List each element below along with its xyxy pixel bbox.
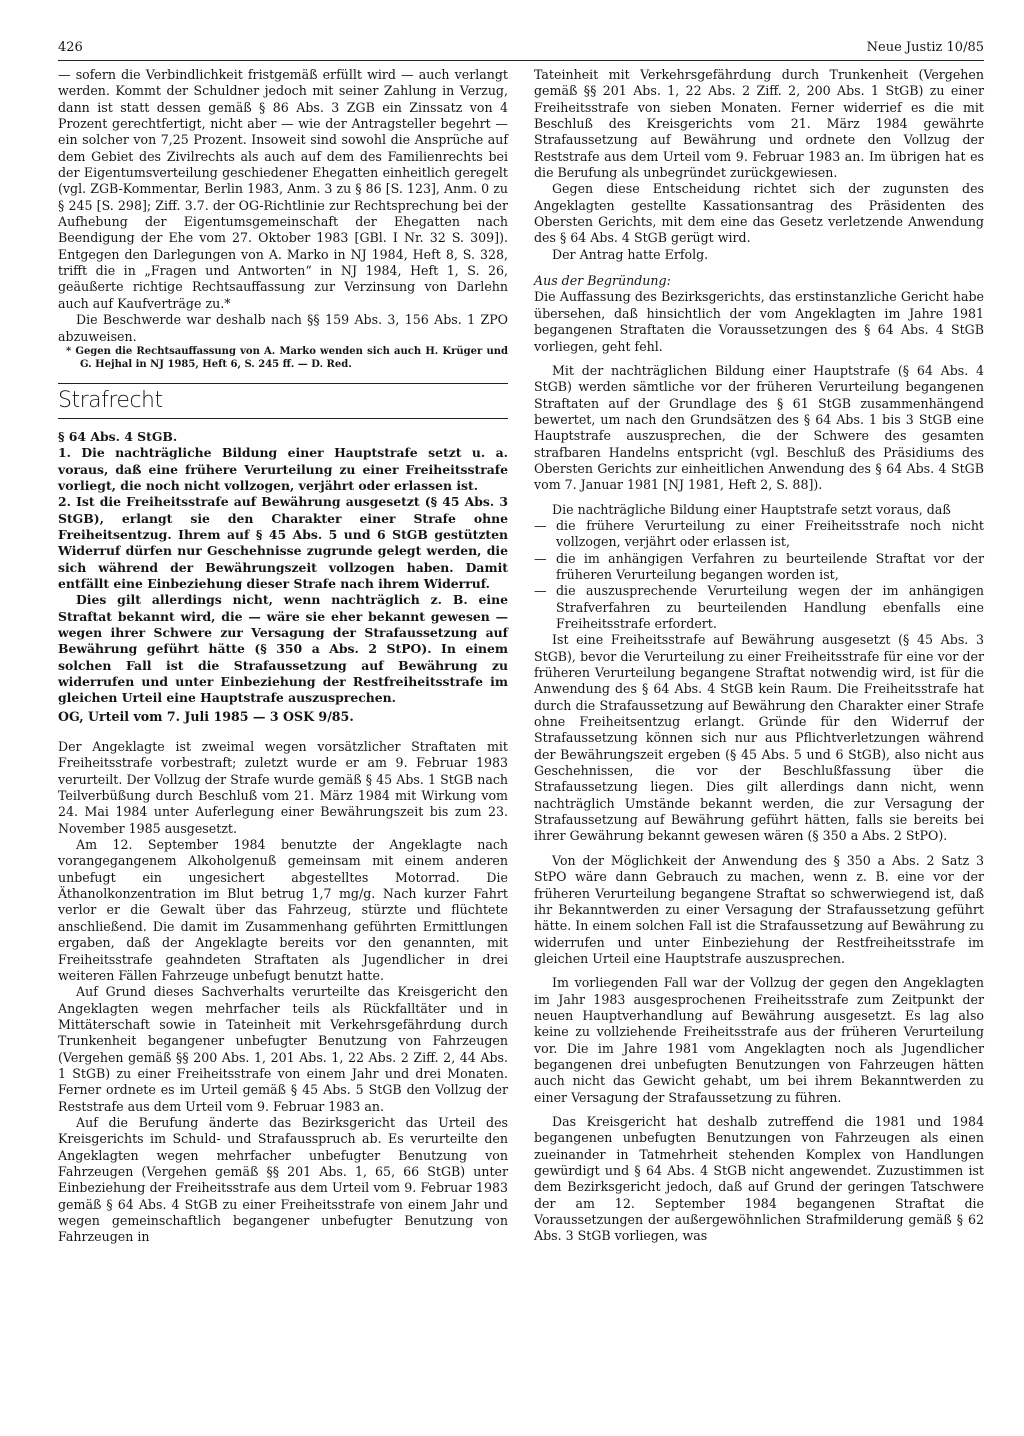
page-number: 426 <box>58 40 83 55</box>
paragraph: Gegen diese Entscheidung richtet sich der zugunsten des Angeklagten gestellte Kassationsantrag des Präsidenten des Obersten Gerichts, mit dem eine das Gesetz verletzende Anwendung des § 64 Abs. 4 StGB gerügt wird. <box>534 181 984 246</box>
paragraph: Am 12. September 1984 benutzte der Angeklagte nach vorangegangenem Alkoholgenuß gemeinsam mit einem anderen unbefugt ein ungesichert abgestelltes Motorrad. Die Äthanolkonzentration im Blut betrug 1,7 mg/g. Nach kurzer Fahrt verlor er die Gewalt über das Fahrzeug, stürzte und flüchtete anschließend. Die damit im Zusammenhang geführten Ermittlungen ergaben, daß der Angeklagte bereits vor den genannten, mit Freiheitsstrafe geahndeten Straftaten als Jugendlicher in drei weiteren Fällen Fahrzeuge unbefugt benutzt hatte. <box>58 837 508 983</box>
paragraph: Das Kreisgericht hat deshalb zutreffend die 1981 und 1984 begangenen unbefugten Benutzungen von Fahrzeugen als einen zueinander in Tatmehrheit stehenden Komplex von Handlungen gewürdigt und § 64 Abs. 4 StGB nicht angewendet. Zuzustimmen ist dem Bezirksgericht jedoch, daß auf Grund der geringen Tatschwere der am 12. September 1984 begangenen Straftat die Voraussetzungen der außergewöhnlichen Strafmilderung gemäß § 62 Abs. 3 StGB vorliegen, was <box>534 1113 984 1244</box>
norm-reference: § 64 Abs. 4 StGB. <box>58 428 178 444</box>
paragraph: Von der Möglichkeit der Anwendung des § 350 a Abs. 2 Satz 3 StPO wäre dann Gebrauch zu machen, wenn z. B. eine vor der früheren Verurteilung begangene Straftat so schwerwiegend ist, daß ihr Bekanntwerden zu einer Versagung der Strafaussetzung geführt hätte. In einem solchen Fall ist die Strafaussetzung auf Bewährung zu widerrufen und unter Einbeziehung der Restfreiheitsstrafe im gleichen Urteil eine Hauptstrafe auszusprechen. <box>534 852 984 966</box>
section-rule-bottom <box>58 418 508 419</box>
paragraph: Mit der nachträglichen Bildung einer Hauptstrafe (§ 64 Abs. 4 StGB) werden sämtliche vor der früheren Verurteilung begangenen Straftaten auf der Grundlage des § 61 StGB zusammenhängend bewertet, um nach den Grundsätzen des § 64 Abs. 1 bis 3 StGB eine Hauptstrafe auszusprechen, die der Schwere des gesamten strafbaren Handelns entspricht (vgl. Beschluß des Präsidiums des Obersten Gerichts zur einheitlichen Anwendung des § 64 Abs. 4 StGB vom 7. Januar 1981 [NJ 1981, Heft 2, S. 88]). <box>534 362 984 493</box>
paragraph: Die Auffassung des Bezirksgerichts, das erstinstanzliche Gericht habe übersehen, daß hinsichtlich der vom Angeklagten im Jahre 1981 begangenen Straftaten die Voraussetzungen des § 64 Abs. 4 StGB vorliegen, geht fehl. <box>534 289 984 354</box>
right-column <box>534 67 984 1246</box>
paragraph: Der Angeklagte ist zweimal wegen vorsätzlicher Straftaten mit Freiheitsstrafe vorbestraft; zuletzt wurde er am 9. Februar 1983 verurteilt. Der Vollzug der Strafe wurde gemäß § 45 Abs. 1 StGB nach Teilverbüßung durch Beschluß vom 21. März 1984 mit Wirkung vom 24. Mai 1984 unter Auferlegung einer Bewährungszeit bis zum 23. November 1985 ausgesetzt. <box>58 739 508 836</box>
headnote: Dies gilt allerdings nicht, wenn nachträglich z. B. eine Straftat bekannt wird, die — wäre sie eher bekannt gewesen — wegen ihrer Schwere zur Versagung der Strafaussetzung auf Bewährung geführt hätte (§ 350 a Abs. 2 StPO). In einem solchen Fall ist die Strafaussetzung auf Bewährung zu widerrufen und unter Einbeziehung der Restfreiheitsstrafe im gleichen Urteil eine Hauptstrafe auszusprechen. <box>58 592 508 706</box>
paragraph: Ist eine Freiheitsstrafe auf Bewährung ausgesetzt (§ 45 Abs. 3 StGB), bevor die Verurteilung zu einer Freiheitsstrafe für eine vor der früheren Verurteilung begangene Straftat notwendig wird, ist für die Anwendung des § 64 Abs. 4 StGB kein Raum. Die Freiheitsstrafe hat durch die Strafaussetzung auf Bewährung den Charakter einer Strafe ohne Freiheitsentzug erlangt. Gründe für den Widerruf der Strafaussetzung können sich nur aus Pflichtverletzungen während der Bewährungszeit ergeben (§ 45 Abs. 5 und 6 StGB), also nicht aus Geschehnissen, die vor der Beschlußfassung über die Strafaussetzung liegen. Dies gilt allerdings dann nicht, wenn nachträglich Umstände bekannt werden, die zur Versagung der Strafaussetzung auf Bewährung geführt hätten, falls sie bereits bei ihrer Gewährung bekannt gewesen wären (§ 350 a Abs. 2 StPO). <box>534 632 984 844</box>
journal-issue: Neue Justiz 10/85 <box>866 40 984 55</box>
paragraph: Auf Grund dieses Sachverhalts verurteilte das Kreisgericht den Angeklagten wegen mehrfacher teils als Rückfalltäter und in Mittäterschaft sowie in Tateinheit mit Verkehrsgefährdung durch Trunkenheit begangener unbefugter Benutzung von Fahrzeugen (Vergehen gemäß §§ 200 Abs. 1, 201 Abs. 1, 22 Abs. 2 Ziff. 2, 44 Abs. 1 StGB) zu einer Freiheitsstrafe von einem Jahr und drei Monaten. Ferner ordnete es im Urteil gemäß § 45 Abs. 5 StGB den Vollzug der Reststrafe aus dem Urteil vom 9. Februar 1983 an. <box>58 984 508 1114</box>
paragraph: Die Beschwerde war deshalb nach §§ 159 Abs. 3, 156 Abs. 1 ZPO abzuweisen. <box>58 312 508 344</box>
reasons-heading: Aus der Begründung: <box>534 273 671 289</box>
court-citation: OG, Urteil vom 7. Juli 1985 — 3 OSK 9/85. <box>58 708 354 724</box>
list-item: — die frühere Verurteilung zu einer Freiheitsstrafe noch nicht vollzogen, verjährt oder erlassen ist, <box>534 518 984 551</box>
paragraph: Im vorliegenden Fall war der Vollzug der gegen den Angeklagten im Jahr 1983 ausgesprochenen Freiheitsstrafe zum Zeitpunkt der neuen Hauptverhandlung auf Bewährung ausgesetzt. Es lag also keine zu vollziehende Freiheitsstrafe aus der früheren Verurteilung vor. Die im Jahre 1981 vom Angeklagten noch als Jugendlicher begangenen drei unbefugten Benutzungen von Fahrzeugen hätten auch nicht das Gewicht gehabt, um bei ihrem Bekanntwerden zu einer Versagung der Strafaussetzung zu führen. <box>534 975 984 1105</box>
paragraph: Der Antrag hatte Erfolg. <box>552 246 709 262</box>
running-head <box>58 40 984 61</box>
headnote: 2. Ist die Freiheitsstrafe auf Bewährung ausgesetzt (§ 45 Abs. 3 StGB), erlangt sie den Charakter einer Strafe ohne Freiheitsentzug. Ihrem auf § 45 Abs. 5 und 6 StGB gestützten Widerruf dürfen nur Geschehnisse zugrunde gelegt werden, die sich während der Bewährungszeit vollzogen haben. Damit entfällt eine Einbeziehung dieser Strafe nach ihrem Widerruf. <box>58 494 508 591</box>
section-rule-top <box>58 383 508 384</box>
section-title: Strafrecht <box>58 387 163 413</box>
paragraph: Auf die Berufung änderte das Bezirksgericht das Urteil des Kreisgerichts im Schuld- und Strafausspruch ab. Es verurteilte den Angeklagten wegen mehrfacher unbefugter Benutzung von Fahrzeugen (Vergehen gemäß §§ 201 Abs. 1, 65, 66 StGB) unter Einbeziehung der Freiheitsstrafe aus dem Urteil vom 9. Februar 1983 gemäß § 64 Abs. 4 StGB zu einer Freiheitsstrafe von einem Jahr und wegen gemeinschaftlich begangener unbefugter Benutzung von Fahrzeugen in <box>58 1114 508 1245</box>
columns <box>58 67 984 1246</box>
footnote: * Gegen die Rechtsauffassung von A. Marko wenden sich auch H. Krüger und G. Hejhal in NJ 1985, Heft 6, S. 245 ff. — D. Red. <box>66 345 508 370</box>
paragraph: Die nachträgliche Bildung einer Hauptstrafe setzt voraus, daß <box>552 501 951 517</box>
left-column <box>58 67 508 1246</box>
paragraph: Tateinheit mit Verkehrsgefährdung durch Trunkenheit (Vergehen gemäß §§ 201 Abs. 1, 22 Abs. 2 Ziff. 2, 200 Abs. 1 StGB) zu einer Freiheitsstrafe von sieben Monaten. Ferner widerrief es die mit Beschluß des Kreisgerichts vom 21. März 1984 gewährte Strafaussetzung auf Bewährung und ordnete den Vollzug der Reststrafe aus dem Urteil vom 9. Februar 1983 an. Im übrigen hat es die Berufung als unbegründet zurückgewiesen. <box>534 67 984 181</box>
list-item: — die auszusprechende Verurteilung wegen der im anhängigen Strafverfahren zu beurteilenden Handlung ebenfalls eine Freiheitsstrafe erfordert. <box>534 583 984 632</box>
paragraph: — sofern die Verbindlichkeit fristgemäß erfüllt wird — auch verlangt werden. Kommt der Schuldner jedoch mit seiner Zahlung in Verzug, dann ist statt dessen gemäß § 86 Abs. 3 ZGB ein Zinssatz von 4 Prozent gerechtfertigt, nicht aber — wie der Antragsteller begehrt — ein solcher von 7,25 Prozent. Insoweit sind sowohl die Ansprüche auf dem Gebiet des Zivilrechts als auch auf dem des Familienrechts bei der Eigentumsverteilung geschiedener Ehegatten einheitlich geregelt (vgl. ZGB-Kommentar, Berlin 1983, Anm. 3 zu § 86 [S. 123], Anm. 0 zu § 245 [S. 298]; Ziff. 3.7. der OG-Richtlinie zur Rechtsprechung bei der Aufhebung der Eigentumsgemeinschaft der Ehegatten nach Beendigung der Ehe vom 27. Oktober 1983 [GBl. I Nr. 32 S. 309]). Entgegen den Darlegungen von A. Marko in NJ 1984, Heft 8, S. 328, trifft die in „Fragen und Antworten“ in NJ 1984, Heft 1, S. 26, geäußerte richtige Rechtsauffassung zur Verzinsung von Darlehn auch auf Kaufverträge zu.* <box>58 67 508 311</box>
list-item: — die im anhängigen Verfahren zu beurteilende Straftat vor der früheren Verurteilung begangen worden ist, <box>534 551 984 584</box>
condition-list <box>534 518 984 632</box>
headnote: 1. Die nachträgliche Bildung einer Hauptstrafe setzt u. a. voraus, daß eine frühere Verurteilung zu einer Freiheitsstrafe vorliegt, die noch nicht vollzogen, verjährt oder erlassen ist. <box>58 445 508 493</box>
